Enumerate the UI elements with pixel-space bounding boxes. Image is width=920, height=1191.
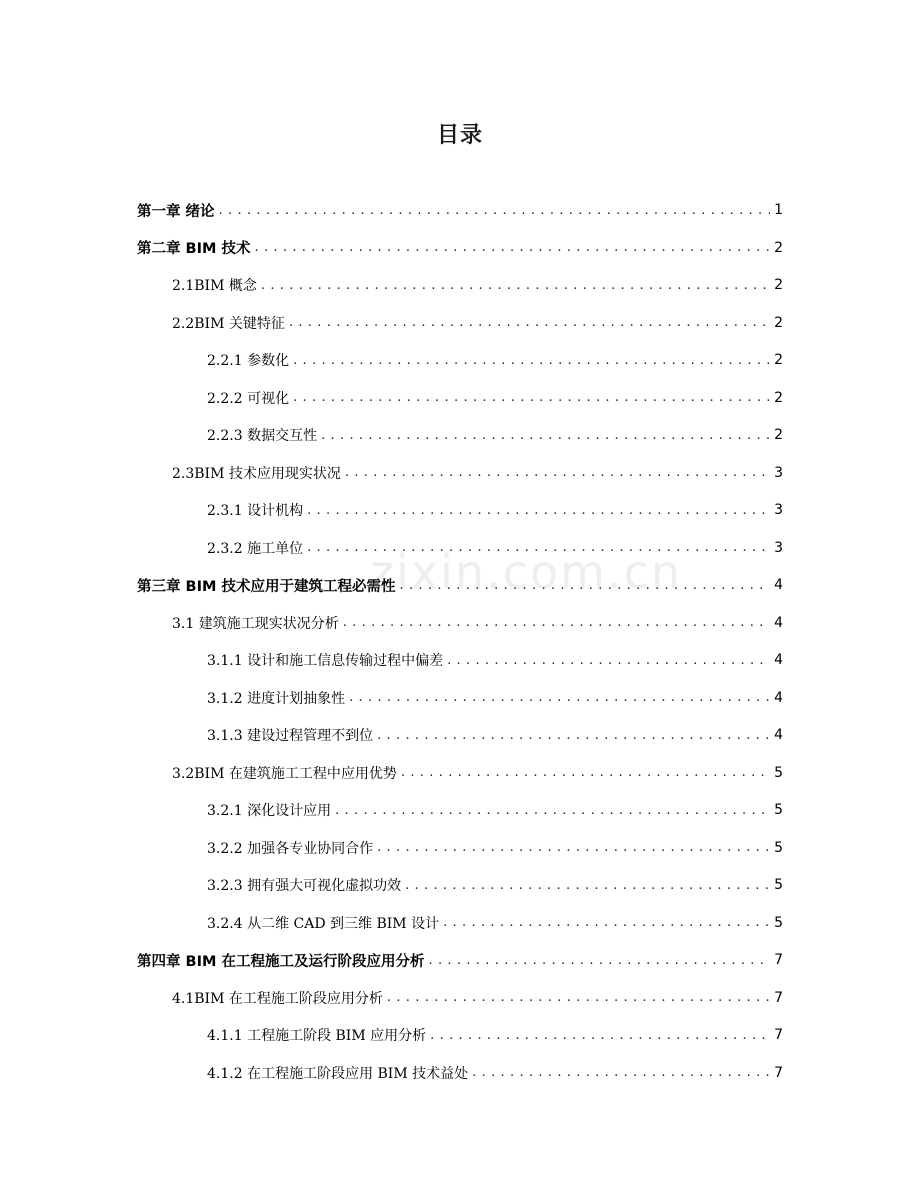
toc-entry[interactable] [172, 608, 783, 638]
toc-entry[interactable] [137, 233, 783, 263]
toc-entry-label: 2.3.2 施工单位 [207, 540, 304, 557]
toc-entry-page: 7 [774, 952, 783, 968]
toc-entry-page: 4 [774, 689, 783, 706]
toc-entry-page: 1 [774, 202, 783, 218]
toc-entry-page: 3 [774, 539, 783, 556]
toc-entry-page: 3 [774, 464, 783, 481]
dot-leader [345, 465, 770, 480]
toc-entry[interactable] [207, 833, 783, 863]
toc-entry-label: 2.2BIM 关键特征 [172, 315, 285, 332]
toc-entry[interactable] [172, 308, 783, 338]
toc-entry-page: 3 [774, 502, 783, 518]
dot-leader [377, 728, 770, 743]
dot-leader [343, 615, 770, 630]
dot-leader [254, 240, 770, 255]
toc-entry[interactable] [207, 870, 783, 900]
toc-entry-page: 4 [774, 727, 783, 743]
toc-entry-page: 4 [774, 652, 783, 668]
toc-entry-page: 2 [774, 239, 783, 256]
dot-leader [307, 540, 770, 555]
dot-leader [293, 353, 770, 368]
toc-entry-page: 7 [774, 1064, 783, 1081]
toc-entry-page: 4 [774, 614, 783, 631]
toc-entry-page: 4 [774, 577, 783, 593]
toc-entry[interactable] [207, 795, 783, 825]
toc-entry[interactable] [207, 720, 783, 750]
dot-leader [289, 315, 770, 330]
toc-entry-label: 2.2.1 参数化 [207, 353, 290, 369]
dot-leader [401, 765, 770, 780]
toc-entry-label: 4.1.1 工程施工阶段 BIM 应用分析 [207, 1028, 427, 1044]
dot-leader [261, 278, 770, 293]
toc-entry[interactable] [207, 683, 783, 713]
dot-leader [219, 203, 771, 218]
toc-entry-page: 7 [774, 989, 783, 1006]
toc-entry-page: 2 [774, 352, 783, 368]
dot-leader [307, 503, 770, 518]
toc-entry-page: 5 [774, 802, 783, 818]
toc-entry-label: 第一章 绪论 [137, 203, 215, 220]
toc-entry[interactable] [207, 533, 783, 563]
dot-leader [428, 953, 770, 968]
toc-entry[interactable] [172, 270, 783, 300]
toc-entry-page: 5 [774, 764, 783, 781]
toc-entry-label: 3.2.2 加强各专业协同合作 [207, 840, 374, 857]
toc-entry-label: 第二章 BIM 技术 [137, 241, 251, 257]
toc-entry-label: 3.2BIM 在建筑施工工程中应用优势 [172, 765, 397, 782]
watermark: zixin.com.cn [370, 545, 683, 599]
toc-entry-page: 5 [774, 877, 783, 893]
toc-entry-label: 4.1.2 在工程施工阶段应用 BIM 技术益处 [207, 1065, 469, 1082]
toc-entry[interactable] [207, 383, 783, 413]
dot-leader [443, 915, 770, 930]
dot-leader [321, 428, 770, 443]
toc-entry[interactable] [137, 570, 783, 600]
toc-entry-page: 7 [774, 1027, 783, 1043]
dot-leader [377, 840, 770, 855]
toc-entry[interactable] [172, 983, 783, 1013]
dot-leader [335, 803, 770, 818]
toc-entry-label: 3.1.1 设计和施工信息传输过程中偏差 [207, 653, 444, 669]
toc-entry-label: 4.1BIM 在工程施工阶段应用分析 [172, 990, 383, 1007]
toc-entry-label: 第四章 BIM 在工程施工及运行阶段应用分析 [137, 953, 425, 970]
toc-entry-page: 5 [774, 839, 783, 856]
toc-entry-page: 2 [774, 277, 783, 293]
toc-entry-label: 2.3BIM 技术应用现实状况 [172, 465, 341, 482]
toc-entry-label: 3.1.3 建设过程管理不到位 [207, 728, 374, 744]
dot-leader [430, 1028, 770, 1043]
dot-leader [387, 990, 770, 1005]
dot-leader [293, 390, 770, 405]
dot-leader [405, 878, 770, 893]
toc-entry-label: 2.2.3 数据交互性 [207, 428, 318, 444]
toc-entry[interactable] [207, 1020, 783, 1050]
toc-entry-label: 3.2.1 深化设计应用 [207, 803, 332, 819]
toc-entry-label: 2.1BIM 概念 [172, 278, 257, 294]
toc-entry-page: 5 [774, 914, 783, 931]
toc-entry[interactable] [207, 495, 783, 525]
dot-leader [399, 578, 770, 593]
toc-title: 目录 [436, 123, 483, 148]
toc-entry-label: 3.2.4 从二维 CAD 到三维 BIM 设计 [207, 915, 440, 932]
toc-entry-label: 3.2.3 拥有强大可视化虚拟功效 [207, 878, 402, 894]
toc-entry-label: 3.1 建筑施工现实状况分析 [172, 615, 339, 632]
toc-entry[interactable] [172, 758, 783, 788]
toc-entry[interactable] [207, 345, 783, 375]
toc-entry[interactable] [137, 195, 783, 225]
toc-entry-label: 第三章 BIM 技术应用于建筑工程必需性 [137, 578, 396, 595]
toc-entry-label: 2.2.2 可视化 [207, 390, 290, 407]
toc-entry-page: 2 [774, 427, 783, 443]
toc-entry[interactable] [137, 945, 783, 975]
toc-entry[interactable] [207, 908, 783, 938]
toc-entry[interactable] [207, 1058, 783, 1088]
dot-leader [447, 653, 770, 668]
dot-leader [472, 1065, 770, 1080]
toc-entry-page: 2 [774, 389, 783, 406]
toc-entry-label: 2.3.1 设计机构 [207, 503, 304, 519]
toc-entry[interactable] [207, 645, 783, 675]
toc-entry-label: 3.1.2 进度计划抽象性 [207, 690, 346, 707]
toc-entry[interactable] [172, 458, 783, 488]
toc-entry[interactable] [207, 420, 783, 450]
dot-leader [349, 690, 770, 705]
toc-entry-page: 2 [774, 314, 783, 331]
